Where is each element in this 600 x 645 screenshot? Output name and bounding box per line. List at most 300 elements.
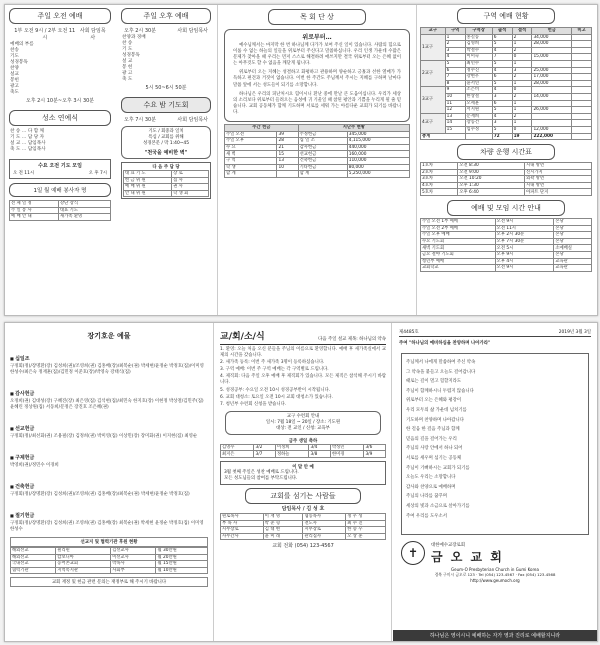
news-item: 1. 환영: 오늘 처음 오신 분들을 주님의 이름으로 환영합니다. 예배 후 새가족실에서 교제의 시간을 갖습니다. bbox=[220, 347, 386, 359]
table-cell: 강단 장식 bbox=[59, 201, 111, 208]
table-cell: 26,000 bbox=[532, 107, 572, 114]
table-cell: 28,000 bbox=[532, 80, 572, 87]
table-cell: 15 bbox=[445, 126, 465, 133]
table-cell: 7 bbox=[492, 54, 512, 61]
service2-time: 5시 50~6시 50분 bbox=[145, 85, 187, 91]
table-cell bbox=[572, 93, 592, 100]
church-logo-icon: ✝ bbox=[401, 541, 425, 565]
table-cell: 72 bbox=[492, 133, 512, 140]
table-header: 교구 bbox=[421, 28, 446, 35]
table-row bbox=[10, 207, 111, 214]
order-item: 설 교 … 담임목사 bbox=[10, 141, 46, 146]
table-cell: 주정헌금 bbox=[298, 131, 347, 138]
table-cell: 오후 7시 30분 bbox=[495, 238, 554, 245]
mission-table-title: 선교지 및 협력기관 후원 현황 bbox=[10, 537, 208, 547]
table-cell: 정수진 bbox=[465, 67, 492, 74]
table-cell: 1 bbox=[512, 60, 532, 67]
table-cell: 오전 9시 bbox=[495, 265, 554, 272]
table-cell: 오전 10:20 bbox=[458, 176, 525, 183]
notice-line: 3월 첫째 주일은 성찬 예배로 드립니다. bbox=[224, 470, 299, 476]
table-cell: 9 bbox=[445, 87, 465, 94]
order-item: 예배의 부름 bbox=[10, 42, 34, 47]
table-row bbox=[10, 201, 111, 208]
table-cell bbox=[465, 133, 492, 140]
table-row bbox=[421, 219, 592, 226]
table-cell: 2 bbox=[512, 93, 532, 100]
poem-line: 한 걸음 한 걸음 주님과 함께 bbox=[406, 427, 460, 433]
table-cell: 3/2 bbox=[254, 444, 276, 451]
table-cell: 3/7 bbox=[254, 451, 276, 458]
cell-duty-title: 1일 월 예배 봉사자 명 bbox=[9, 183, 111, 197]
notice-title: 이 달 안 예 bbox=[292, 465, 314, 471]
table-cell: 윤 미 래 bbox=[263, 533, 303, 540]
table-cell bbox=[572, 120, 592, 127]
table-row bbox=[421, 41, 592, 48]
table-cell: 한미경 bbox=[330, 451, 363, 458]
table-cell: 본당 bbox=[554, 219, 592, 226]
table-cell: 최민수 bbox=[465, 60, 492, 67]
table-row bbox=[421, 113, 592, 120]
table-cell: 최지은 bbox=[221, 451, 254, 458]
table-cell: 오 상 훈 bbox=[346, 533, 386, 540]
table-row bbox=[221, 533, 386, 540]
table-cell: 1 bbox=[445, 34, 465, 41]
prayer-title: 성소 연예식 bbox=[9, 110, 111, 126]
offering-names-title: 장기호운 예물 bbox=[87, 332, 131, 340]
table-cell: 구 역 bbox=[225, 158, 277, 165]
table-cell: 3 bbox=[445, 47, 465, 54]
table-cell: 대표 기도 bbox=[59, 207, 111, 214]
order-item: 찬 송 bbox=[122, 41, 133, 46]
table-row bbox=[421, 34, 592, 41]
poem-line: 세상의 빛과 소금으로 살아가기를 bbox=[406, 503, 470, 509]
table-cell: 십 일 조 bbox=[298, 138, 347, 145]
poem-line: 기도하며 찬양하며 나아갑니다 bbox=[406, 417, 464, 423]
next-week-box bbox=[121, 162, 211, 199]
table-row bbox=[421, 107, 592, 114]
table-cell: 3호차 bbox=[421, 176, 458, 183]
table-row bbox=[421, 87, 592, 94]
table-cell: 이미숙 bbox=[465, 54, 492, 61]
table-cell: 4 bbox=[492, 67, 512, 74]
cover-footer-bar: 하나님은 영이시니 예배하는 자가 영과 진리로 예배할지니라 bbox=[393, 630, 597, 641]
table-cell: 시내 방면 bbox=[525, 182, 592, 189]
section-bullet-icon: ■ bbox=[10, 391, 16, 396]
table-cell: 윤서연 bbox=[465, 80, 492, 87]
notice-box bbox=[220, 461, 386, 485]
pastor-paragraph: 예수님께서는 마지막 한 번 하나님께 다가가 보여 주신 일이 있습니다. 사람의 힘으로 이룰 수 없는 하늘의 일들을 위로부터 주신다고 말씀하십니다. 우리 인생 가운데 수많은 문제가 찾아올 때 우리는 먼저 스스로 해결하려 애쓰지만 결국 위로부터 오는 은혜 없이는 아무것도 할 수 없음을 깨닫게 됩니다. bbox=[233, 43, 401, 67]
news-item: 6. 교회 대청소: 토요일 오전 10시 교회 대청소가 있습니다. bbox=[220, 394, 333, 400]
table-cell: 주일 오전 2부 예배 bbox=[421, 225, 496, 232]
table-cell: 5 bbox=[492, 41, 512, 48]
offering-section bbox=[10, 502, 208, 533]
table-row bbox=[421, 74, 592, 81]
order-item: 찬양과 경배 bbox=[122, 35, 146, 40]
table-cell: 21 bbox=[277, 144, 298, 151]
church-contact: 교회 전화 (054) 123-4567 bbox=[272, 543, 334, 550]
offering-section-heading: 감사헌금 bbox=[15, 391, 35, 397]
table-cell: 본당 bbox=[554, 225, 592, 232]
offering-section-names: 구정회(정)/최선화(권) 조용필(장) 김정희(권) 박미영(집) 이상민(장) 장미화(권) 이지현(집) 최영순 bbox=[10, 434, 198, 439]
table-cell: 시무장로 bbox=[221, 527, 264, 534]
table-row bbox=[225, 164, 410, 171]
info-column bbox=[417, 5, 595, 315]
table-cell: 주 일 봉 사 bbox=[10, 207, 59, 214]
table-cell: 3 bbox=[512, 67, 532, 74]
order-item: 성경봉독 bbox=[10, 60, 28, 65]
table-row bbox=[11, 561, 208, 568]
table-row bbox=[421, 189, 592, 196]
issue-number: 제4485호 bbox=[399, 330, 419, 335]
table-cell bbox=[572, 100, 592, 107]
table-cell: 감사헌금 bbox=[298, 144, 347, 151]
table-cell: 110,000 bbox=[347, 158, 409, 165]
cover-poem-box bbox=[401, 353, 589, 535]
table-row bbox=[11, 554, 208, 561]
table-cell: 39 bbox=[277, 131, 298, 138]
wed-message-box bbox=[121, 126, 211, 159]
table-cell: 8 bbox=[445, 80, 465, 87]
table-cell: 25,000 bbox=[532, 67, 572, 74]
order-item: 찬송 bbox=[10, 48, 19, 53]
table-cell: 장동건 bbox=[465, 120, 492, 127]
table-cell: 10 bbox=[445, 93, 465, 100]
table-cell: 160,000 bbox=[347, 151, 409, 158]
news-item: 2. 새가족 등록: 이번 주 새가족 3명이 등록하셨습니다. bbox=[220, 360, 325, 366]
table-row bbox=[221, 520, 386, 527]
next-week-table bbox=[123, 170, 209, 197]
cover-motto: 주여 "하나님의 예비하심을 찬양하며 나아가라" bbox=[399, 341, 491, 346]
service2-title: 주일 오후 예배 bbox=[121, 8, 211, 24]
table-cell bbox=[532, 47, 572, 54]
table-cell: 합 계 bbox=[298, 171, 347, 178]
meeting-table bbox=[420, 218, 592, 272]
table-cell: 이선교사 bbox=[111, 554, 156, 561]
table-cell bbox=[572, 41, 592, 48]
table-cell: 오전 9:00 bbox=[458, 169, 525, 176]
offering-section-names: 구정회(정)/장명환(장) 김성희(권) 조영희(권) 김홍배(장) 최복순(권) 박세현 윤정순 박정호(집) 이미영 한성수 bbox=[10, 521, 204, 532]
table-cell: 김선교사 bbox=[111, 548, 156, 555]
table-cell: 본당 bbox=[554, 232, 592, 239]
church-denomination: 대한예수교장로회 bbox=[431, 542, 465, 548]
next-title: 다 음 주 담 당 bbox=[152, 165, 180, 170]
monthly-header: 오 후 7시 bbox=[88, 171, 107, 176]
table-cell: 이 재 명 bbox=[263, 514, 303, 521]
poem-line: 주님께서 나에게 말씀하여 주신 약속 bbox=[406, 360, 476, 365]
service2-order-list bbox=[117, 35, 215, 83]
table-cell: 1 bbox=[512, 100, 532, 107]
table-cell: 필리핀 bbox=[56, 548, 111, 555]
table-cell: 교회학교 bbox=[421, 265, 496, 272]
table-cell: 외곽 방면 bbox=[525, 176, 592, 183]
table-cell: 10 bbox=[277, 164, 298, 171]
table-cell: 0 bbox=[512, 54, 532, 61]
table-cell bbox=[532, 100, 572, 107]
issue-date: 2019년 3월 3일 bbox=[558, 330, 591, 335]
table-cell: 소예배실 bbox=[554, 245, 592, 252]
table-cell: 김 대 현 bbox=[263, 527, 303, 534]
pastor-message-box bbox=[224, 29, 410, 122]
table-cell: 청년부 예배 bbox=[421, 258, 496, 265]
offering-section bbox=[10, 444, 208, 469]
staff-title: 교회를 섬기는 사람들 bbox=[245, 488, 361, 504]
section-bullet-icon: ■ bbox=[10, 484, 16, 489]
table-cell: 건축헌금 bbox=[298, 158, 347, 165]
table-cell: 월 20만원 bbox=[156, 554, 208, 561]
table-cell: 13 bbox=[445, 113, 465, 120]
table-cell: 협력기관 bbox=[11, 567, 56, 574]
table-cell: 학 생 회 bbox=[172, 190, 209, 197]
table-cell: 전 체 일 정 bbox=[10, 201, 59, 208]
table-cell: 17,000 bbox=[532, 74, 572, 81]
table-row bbox=[421, 225, 592, 232]
offering-section-heading: 십일조 bbox=[15, 356, 30, 362]
birthday-title: 금주 생일 축하 bbox=[288, 438, 318, 444]
order-item: 성경봉독 bbox=[122, 53, 140, 58]
table-cell: 440,000 bbox=[347, 144, 409, 151]
service1-order-list bbox=[5, 42, 115, 96]
offering-section-heading: 선교헌금 bbox=[15, 426, 35, 432]
staff-table bbox=[220, 513, 386, 540]
bulletin-inner-page bbox=[4, 4, 598, 316]
table-cell: 6 bbox=[492, 100, 512, 107]
table-cell: 해외선교 bbox=[11, 548, 56, 555]
order-item: 축도 bbox=[10, 90, 19, 95]
table-cell: 222,000 bbox=[532, 133, 572, 140]
table-cell bbox=[572, 67, 592, 74]
table-header: 구역장 bbox=[465, 28, 492, 35]
table-row bbox=[11, 567, 208, 574]
table-cell: 2 bbox=[445, 41, 465, 48]
table-cell: 이정희 bbox=[275, 444, 308, 451]
offering-names-column bbox=[5, 323, 214, 641]
staff-sub: 담임목사 / 김 성 호 bbox=[281, 506, 325, 513]
service1-time: 오후 2시 10분~오후 3시 30분 bbox=[25, 98, 95, 104]
order-item: 기도 bbox=[10, 54, 19, 59]
news-item: 7. 청년부 수련회 신청을 받습니다. bbox=[220, 401, 287, 407]
table-cell: 6 bbox=[492, 34, 512, 41]
offering-title: 주간 헌금 bbox=[225, 125, 299, 132]
table-cell: 지역복지관 bbox=[56, 567, 111, 574]
table-cell bbox=[277, 171, 298, 178]
table-cell: 학 생 bbox=[225, 164, 277, 171]
table-cell: 4 bbox=[492, 113, 512, 120]
table-row bbox=[421, 60, 592, 67]
offering-section-heading: 절기헌금 bbox=[15, 513, 35, 519]
table-cell: 1 bbox=[512, 80, 532, 87]
table-header: 결석 bbox=[512, 28, 532, 35]
table-row bbox=[225, 158, 410, 165]
service2-sub: 오후 2시 30분 bbox=[124, 28, 157, 34]
table-cell: 34,000 bbox=[532, 34, 572, 41]
pastor-column bbox=[217, 5, 417, 315]
table-cell: 주일 오후 예배 bbox=[421, 232, 496, 239]
table-header: 비고 bbox=[572, 28, 592, 35]
table-cell: 새벽 기도회 bbox=[421, 245, 496, 252]
cell-group: 2교구 bbox=[421, 60, 446, 86]
section-bullet-icon: ■ bbox=[10, 356, 16, 361]
poem-line: 우리 모두의 삶 가운데 넘치기를 bbox=[406, 407, 467, 413]
table-cell: 부 목 사 bbox=[221, 520, 264, 527]
section-bullet-icon: ■ bbox=[10, 426, 16, 431]
table-cell: 1 bbox=[512, 120, 532, 127]
table-cell: 대 표 기 도 bbox=[124, 171, 172, 178]
news-title: 교/회/소/식 bbox=[220, 332, 265, 342]
table-cell: 4 bbox=[445, 54, 465, 61]
table-row bbox=[221, 514, 386, 521]
table-cell: 14,000 bbox=[532, 93, 572, 100]
table-cell: 문재희 bbox=[465, 113, 492, 120]
table-cell: 오전 9시 bbox=[495, 219, 554, 226]
table-row bbox=[225, 131, 410, 138]
notice-line: 모든 성도님들의 참여를 부탁드립니다. bbox=[224, 476, 298, 482]
poem-line: 때로는 길이 멀고 험할지라도 bbox=[406, 379, 462, 385]
offering-section bbox=[10, 473, 208, 498]
table-cell: 3 bbox=[492, 120, 512, 127]
order-item: 설교 bbox=[10, 72, 19, 77]
order-item: 축 도 … 담임목사 bbox=[10, 147, 46, 152]
table-cell bbox=[572, 60, 592, 67]
offering-section-names: 구정회(정)/장명환(장) 김성희(권)/조영희(권) 김홍배(장)/최복순(권) 박세현/윤정순 박정호(집) bbox=[10, 492, 190, 497]
wed-line: 성경본문 / 막 1:40~45 bbox=[143, 141, 189, 146]
table-cell: 12,000 bbox=[532, 126, 572, 133]
table-cell bbox=[532, 87, 572, 94]
cell-group: 4교구 bbox=[421, 113, 446, 133]
table-cell bbox=[532, 113, 572, 120]
table-cell: 김영수 bbox=[221, 444, 254, 451]
poem-line: 주님의 나라를 꿈꾸며 bbox=[406, 494, 447, 500]
service1-leader: 사회 담임목사 bbox=[79, 28, 106, 41]
table-cell bbox=[572, 54, 592, 61]
table-cell: 11 bbox=[445, 100, 465, 107]
wed-sub: 오후 7시 30분 bbox=[124, 117, 157, 123]
table-cell: 서지원 bbox=[465, 107, 492, 114]
table-cell: 오전 11시 bbox=[495, 225, 554, 232]
table-row bbox=[421, 232, 592, 239]
wed-line: 기도 / 회중과 일치 bbox=[148, 129, 184, 134]
church-website-link[interactable]: http://www.geumoch.org bbox=[470, 578, 520, 583]
wed-leader: 사회 담임목사 bbox=[177, 117, 208, 123]
table-cell: 임수정 bbox=[465, 126, 492, 133]
church-address: 경북 구미시 금오로 123 · Tel (054) 123-4567 · Fax (054) 123-4568 bbox=[434, 572, 556, 577]
table-cell: 주일 오전 1부 예배 bbox=[421, 219, 496, 226]
offering-section-names: 박영희(권)/정민수 이경희 bbox=[10, 463, 59, 468]
monthly-header: 오 전 11시 bbox=[13, 171, 35, 176]
table-cell: 한 승 우 bbox=[346, 527, 386, 534]
table-cell: 월 30만원 bbox=[156, 548, 208, 555]
table-cell: 새 벽 bbox=[225, 151, 277, 158]
section-bullet-icon: ■ bbox=[10, 513, 16, 518]
table-cell: 19 bbox=[512, 133, 532, 140]
table-row bbox=[421, 54, 592, 61]
table-cell: 0 bbox=[512, 126, 532, 133]
table-header: 출석 bbox=[492, 28, 512, 35]
poem-line: 감사와 찬양으로 예배하며 bbox=[406, 484, 456, 490]
table-cell: 1 bbox=[512, 107, 532, 114]
news-item: 3. 구역 예배: 이번 주 구역 예배는 각 구역별로 드립니다. bbox=[220, 367, 329, 373]
table-cell: 협동목사 bbox=[303, 514, 346, 521]
table-cell bbox=[572, 47, 592, 54]
table-cell: 권 사 bbox=[172, 184, 209, 191]
offering-section bbox=[10, 380, 208, 411]
table-row bbox=[225, 138, 410, 145]
table-cell: 홍길동 bbox=[465, 34, 492, 41]
offering-section-heading: 구제헌금 bbox=[15, 455, 35, 461]
table-cell: 오후 4시 bbox=[495, 258, 554, 265]
monthly-title: 수요 오전 기도 모임 bbox=[38, 163, 82, 169]
section-bullet-icon: ■ bbox=[10, 455, 16, 460]
cell-group: 1교구 bbox=[421, 34, 446, 60]
cell-status-title: 구역 예배 현황 bbox=[457, 8, 555, 24]
table-cell: 박철수 bbox=[465, 47, 492, 54]
table-cell: 오후 1:30 bbox=[458, 182, 525, 189]
table-cell: 5 bbox=[492, 80, 512, 87]
table-cell bbox=[572, 87, 592, 94]
bus-title: 차량 운행 시간표 bbox=[457, 144, 555, 160]
table-cell: 5 bbox=[492, 126, 512, 133]
table-cell: 안 내 위 원 bbox=[124, 190, 172, 197]
table-cell: 해외선교 bbox=[11, 554, 56, 561]
church-english-name: Geum-O Presbyterian Church in Gumi Korea bbox=[451, 567, 539, 572]
table-row bbox=[421, 238, 592, 245]
table-cell: 7 bbox=[445, 74, 465, 81]
table-row bbox=[221, 527, 386, 534]
offering-table bbox=[224, 124, 410, 178]
retreat-line: 교구 수련회 안내 bbox=[286, 413, 320, 419]
table-row bbox=[124, 177, 209, 184]
table-row bbox=[421, 245, 592, 252]
table-cell: 신시가지 bbox=[525, 169, 592, 176]
table-cell: 교육관 bbox=[554, 265, 592, 272]
table-cell: 캄보디아 bbox=[56, 554, 111, 561]
bus-table bbox=[420, 162, 592, 196]
table-cell: 345,000 bbox=[347, 131, 409, 138]
bulletin-outer-page bbox=[4, 322, 598, 642]
table-cell: 정하늘 bbox=[275, 451, 308, 458]
retreat-line: 일시: 7월 18일 ~ 20일 / 장소: 기도원 bbox=[265, 419, 341, 425]
table-cell: 수 요 bbox=[225, 144, 277, 151]
table-cell: 오전 5시 bbox=[495, 245, 554, 252]
worship-order-column-2 bbox=[117, 5, 215, 315]
table-cell bbox=[532, 60, 572, 67]
table-cell: 예 배 위 원 bbox=[124, 184, 172, 191]
service1-title: 주일 오전 예배 bbox=[9, 8, 111, 24]
wed-title: 수요 밤 기도회 bbox=[121, 97, 211, 113]
pastor-paragraph: 위로부터 오는 지혜는 성결하고 화평하고 관용하며 양순하고 긍휼과 선한 열매가 가득하고 편견과 거짓이 없습니다. 이번 한 주간도 주님께서 주시는 지혜를 구하며 날마다 말씀 앞에 서는 성도들이 되기를 소망합니다. bbox=[233, 70, 401, 88]
table-cell: 본당 bbox=[554, 238, 592, 245]
table-row bbox=[421, 47, 592, 54]
table-cell: 총계 bbox=[421, 133, 466, 140]
table-cell: 4호차 bbox=[421, 182, 458, 189]
news-item: 5. 성경공부: 수요일 오전 10시 성경공부반이 시작됩니다. bbox=[220, 387, 331, 393]
table-cell: 2호차 bbox=[421, 169, 458, 176]
monthly-box bbox=[9, 159, 111, 179]
order-item: 광 고 bbox=[122, 71, 133, 76]
table-row bbox=[11, 548, 208, 555]
retreat-line: 대상: 전 교인 / 신청: 교육부 bbox=[276, 425, 330, 431]
table-cell: 정 우 성 bbox=[346, 514, 386, 521]
table-cell: 14 bbox=[445, 120, 465, 127]
table-row bbox=[421, 100, 592, 107]
table-cell: 오전 8:30 bbox=[458, 163, 525, 170]
offering-title2: 지난주 현황 bbox=[298, 125, 409, 132]
order-item: 설 교 bbox=[122, 59, 133, 64]
news-item: 4. 제직회: 다음 주일 오후 예배 후 제직회가 있습니다. 모든 제직은 참석해 주시기 바랍니다. bbox=[220, 374, 386, 386]
table-row bbox=[124, 184, 209, 191]
mission-table bbox=[10, 547, 208, 574]
table-row bbox=[225, 144, 410, 151]
table-row bbox=[421, 252, 592, 259]
